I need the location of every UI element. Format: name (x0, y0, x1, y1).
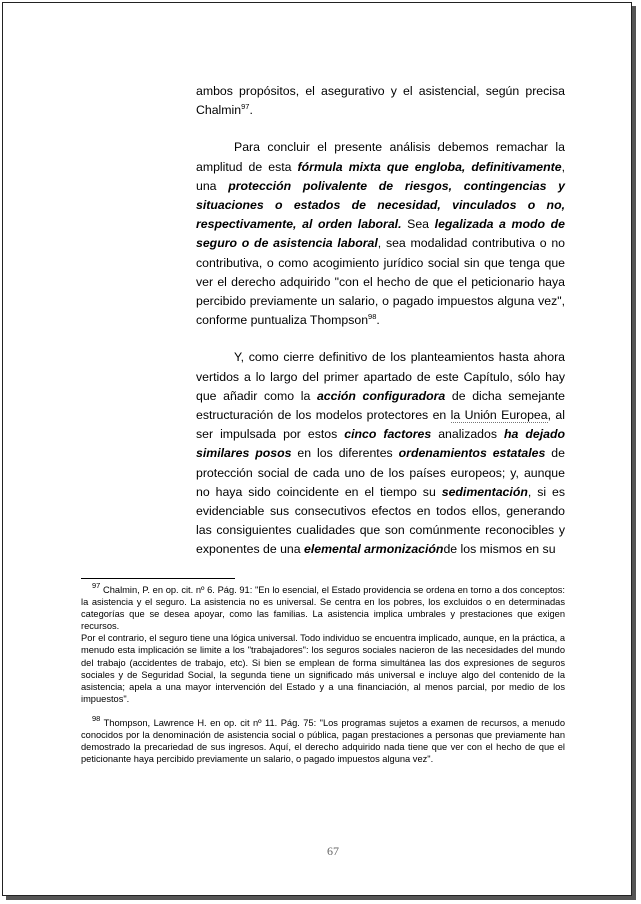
emphasis-text: elemental armonización (304, 542, 444, 557)
underlined-term: la Unión Europea (450, 408, 548, 423)
footnote-number: 97 (92, 581, 101, 590)
paragraph-2: Para concluir el presente análisis debemos remachar la amplitud de esta fórmula mixta que engloba, definitivamente, una protección polivalente de riesgos, contingencias y situaciones o estados de necesidad, vinculados o no, respectivamente, al orden laboral. Sea legalizada a modo de seguro o de asistencia laboral, sea modalidad contributiva o no contributiva, o como acogimiento jurídico social sin que tenga que ver el derecho adquirido "con el hecho de que el peticionario haya percibido previamente un salario, o pagado impuestos alguna vez", conforme puntualiza Thompson$^{98}$. (196, 140, 565, 328)
emphasis-text: sedimentación (441, 484, 528, 499)
emphasis-text: cinco factores (344, 427, 432, 442)
emphasis-text: acción configuradora (316, 388, 446, 403)
emphasis-text: fórmula mixta que engloba, definitivamente (297, 159, 562, 174)
paragraph-3: Y, como cierre definitivo de los planteamientos hasta ahora vertidos a lo largo del primer apartado de este Capítulo, sólo hay que añadir como la acción configuradora de dicha semejante estructuración de los modelos protectores en la Unión Europea, al ser impulsada por estos cinco factores analizados ha dejado similares posos en los diferentes ordenamientos estatales de protección social de cada uno de los países europeos; y, aunque no haya sido coincidente en el tiempo su sedimentación, si es evidenciable sus consecutivos efectos en todos ellos, generando las consiguientes cualidades que son comúnmente reconocibles y exponentes de una elemental armonizaciónde los mismos en su (196, 350, 566, 557)
footnote-97: $^{97}$ Chalmin, P. en op. cit. nº 6. Pág. 91: "En lo esencial, el Estado providencia se ordena en torno a dos conceptos: la asistencia y el seguro. La asistencia no es universal. Se centra en los pobres, los excluidos o en determinadas categorías que se desea apoyar, como las familias. La asistencia implica umbrales y prestaciones que exigen recursos. (81, 581, 565, 632)
footnote-ref-97[interactable]: 97 (241, 102, 250, 112)
body-text (196, 82, 565, 560)
footnotes (81, 581, 565, 765)
paragraph-1: ambos propósitos, el asegurativo y el asistencial, según precisa Chalmin$^{97}$. (196, 84, 565, 118)
footnote-ref-98[interactable]: 98 (368, 312, 377, 322)
footnote-98: $^{98}$ Thompson, Lawrence H. en op. cit nº 11. Pág. 75: "Los programas sujetos a examen de recursos, a menudo conocidos por la denominación de asistencia social o pública, pagan prestaciones a personas que previamente han demostrado la precariedad de sus ingresos. Aquí, el derecho adquirido nada tiene que ver con el hecho de que el peticionante haya percibido previamente un salario, o pagado impuestos alguna vez". (81, 713, 565, 765)
footnote-separator (81, 578, 235, 579)
footnote-97-continued: Por el contrario, el seguro tiene una lógica universal. Todo individuo se encuentra implicado, aunque, en la práctica, a menudo esta implicación se limite a los "trabajadores": los seguros sociales nacieron de las necesidades del mundo del trabajo (accidentes de trabajo, etc). Si bien se emplean de forma simultánea las dos expresiones de seguros sociales y de Seguridad Social, la segunda tiene un significado más universal e incluye algo del contenido de la asistencia; apela a una mayor intervención del Estado y a una financiación, al menos parcial, por medio de los impuestos". (81, 633, 565, 704)
emphasis-text: legalizada a modo de seguro o de asistencia laboral (196, 217, 565, 251)
emphasis-text: ha dejado similares posos (196, 427, 565, 461)
footnote-number: 98 (92, 713, 101, 723)
emphasis-text: protección polivalente de riesgos, contingencias y situaciones o estados de necesidad, vinculados o no, respectivamente, al orden laboral. (196, 178, 565, 232)
emphasis-text: ordenamientos estatales (398, 446, 546, 461)
page-number: 67 (327, 844, 339, 858)
document-page (2, 2, 632, 896)
